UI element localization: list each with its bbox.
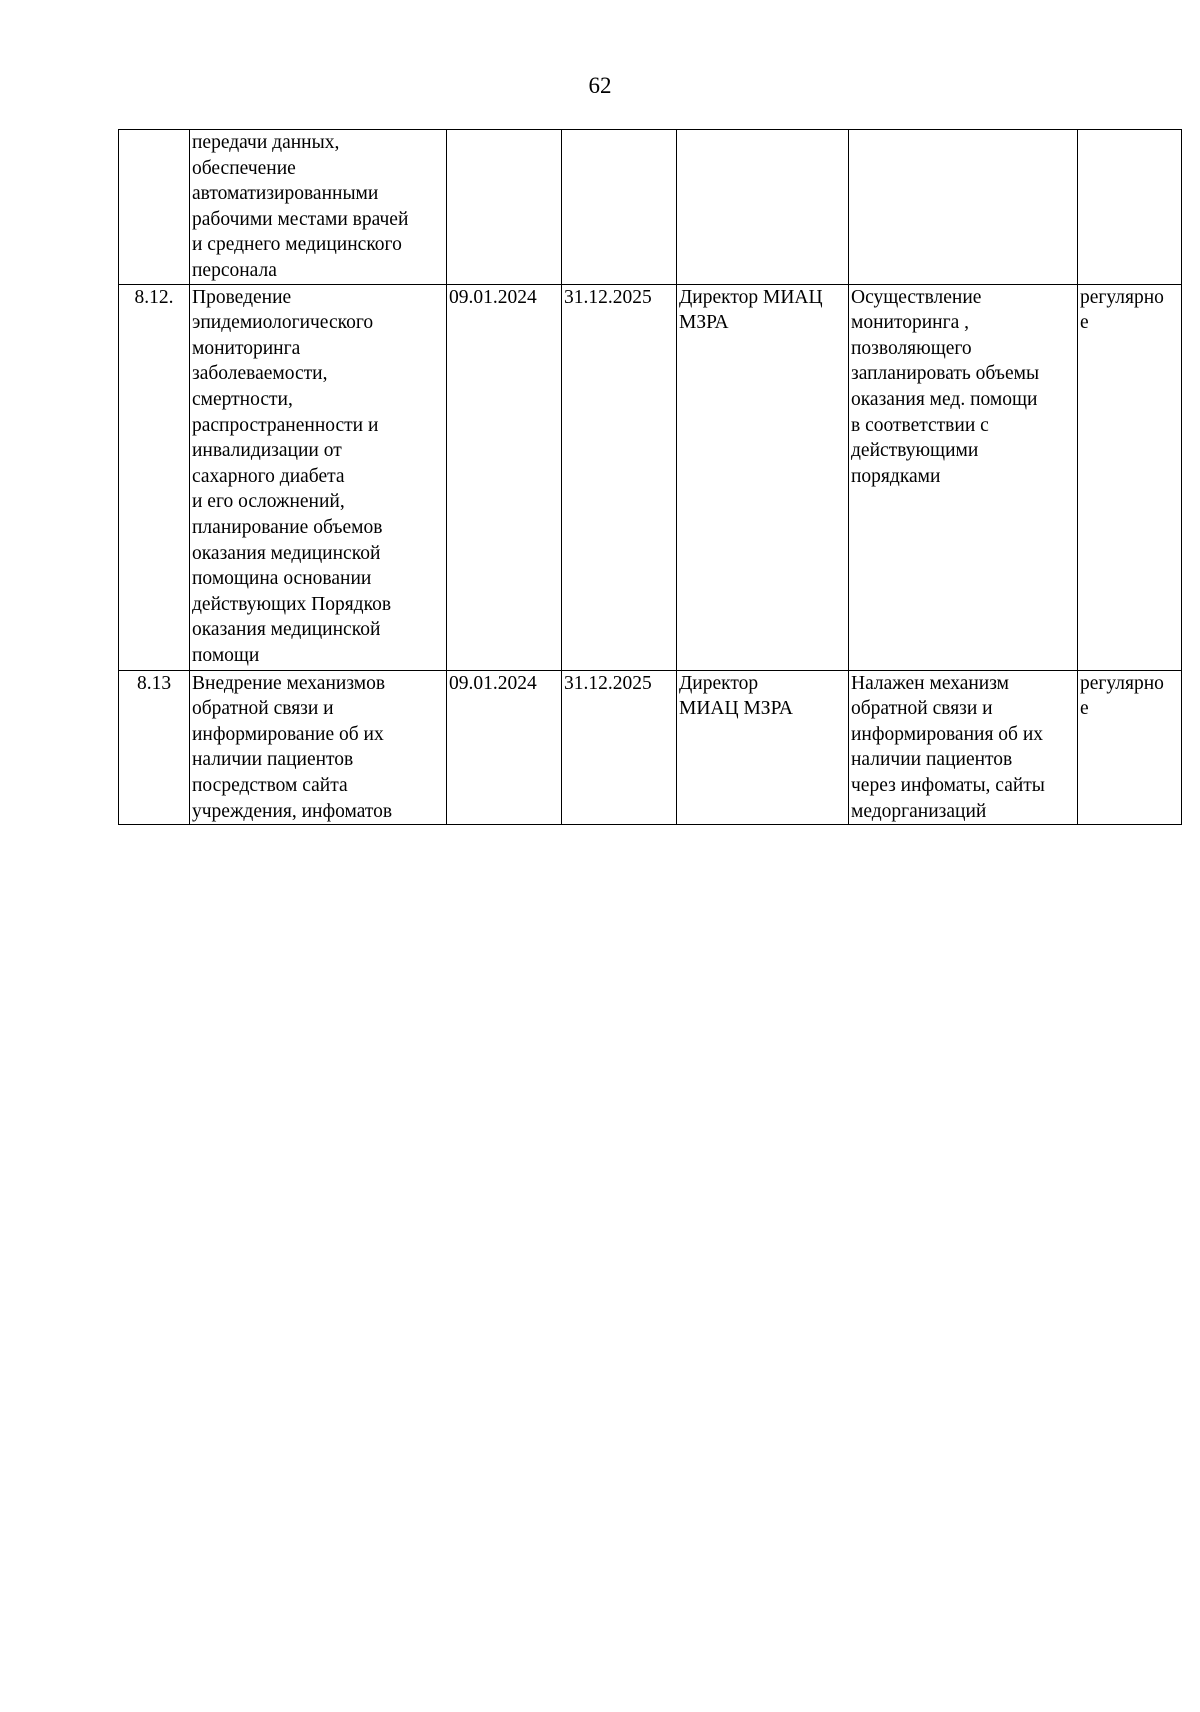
row-number-cell: 8.12. — [119, 284, 190, 670]
table-row — [119, 284, 1182, 670]
page-number: 62 — [588, 73, 612, 98]
activity-cell: Проведение эпидемиологического мониторинга заболеваемости, смертности, распространенности и инвалидизации от сахарного диабета и его осложнений, планирование объемов оказания медицинской помощина основании действующих Порядков оказания медицинской помощи — [190, 284, 447, 670]
responsible-cell: Директор МИАЦ МЗРА — [677, 670, 849, 825]
result-cell — [849, 130, 1078, 285]
activity-cell: Внедрение механизмов обратной связи и информирование об их наличии пациентов посредством сайта учреждения, инфоматов — [190, 670, 447, 825]
row-number-cell — [119, 130, 190, 285]
responsible-cell — [677, 130, 849, 285]
frequency-cell: регулярно е — [1078, 284, 1182, 670]
responsible-cell: Директор МИАЦ МЗРА — [677, 284, 849, 670]
end-date-cell — [562, 130, 677, 285]
frequency-cell — [1078, 130, 1182, 285]
end-date-cell: 31.12.2025 — [562, 670, 677, 825]
table-row — [119, 130, 1182, 285]
result-cell: Налажен механизм обратной связи и информирования об их наличии пациентов через инфоматы, сайты медорганизаций — [849, 670, 1078, 825]
end-date-cell: 31.12.2025 — [562, 284, 677, 670]
start-date-cell — [447, 130, 562, 285]
activity-plan-table — [118, 129, 1182, 825]
frequency-cell: регулярно е — [1078, 670, 1182, 825]
start-date-cell: 09.01.2024 — [447, 284, 562, 670]
activity-cell: передачи данных, обеспечение автоматизированными рабочими местами врачей и среднего медицинского персонала — [190, 130, 447, 285]
row-number-cell: 8.13 — [119, 670, 190, 825]
start-date-cell: 09.01.2024 — [447, 670, 562, 825]
table-row — [119, 670, 1182, 825]
result-cell: Осуществление мониторинга , позволяющего запланировать объемы оказания мед. помощи в соответствии с действующими порядками — [849, 284, 1078, 670]
